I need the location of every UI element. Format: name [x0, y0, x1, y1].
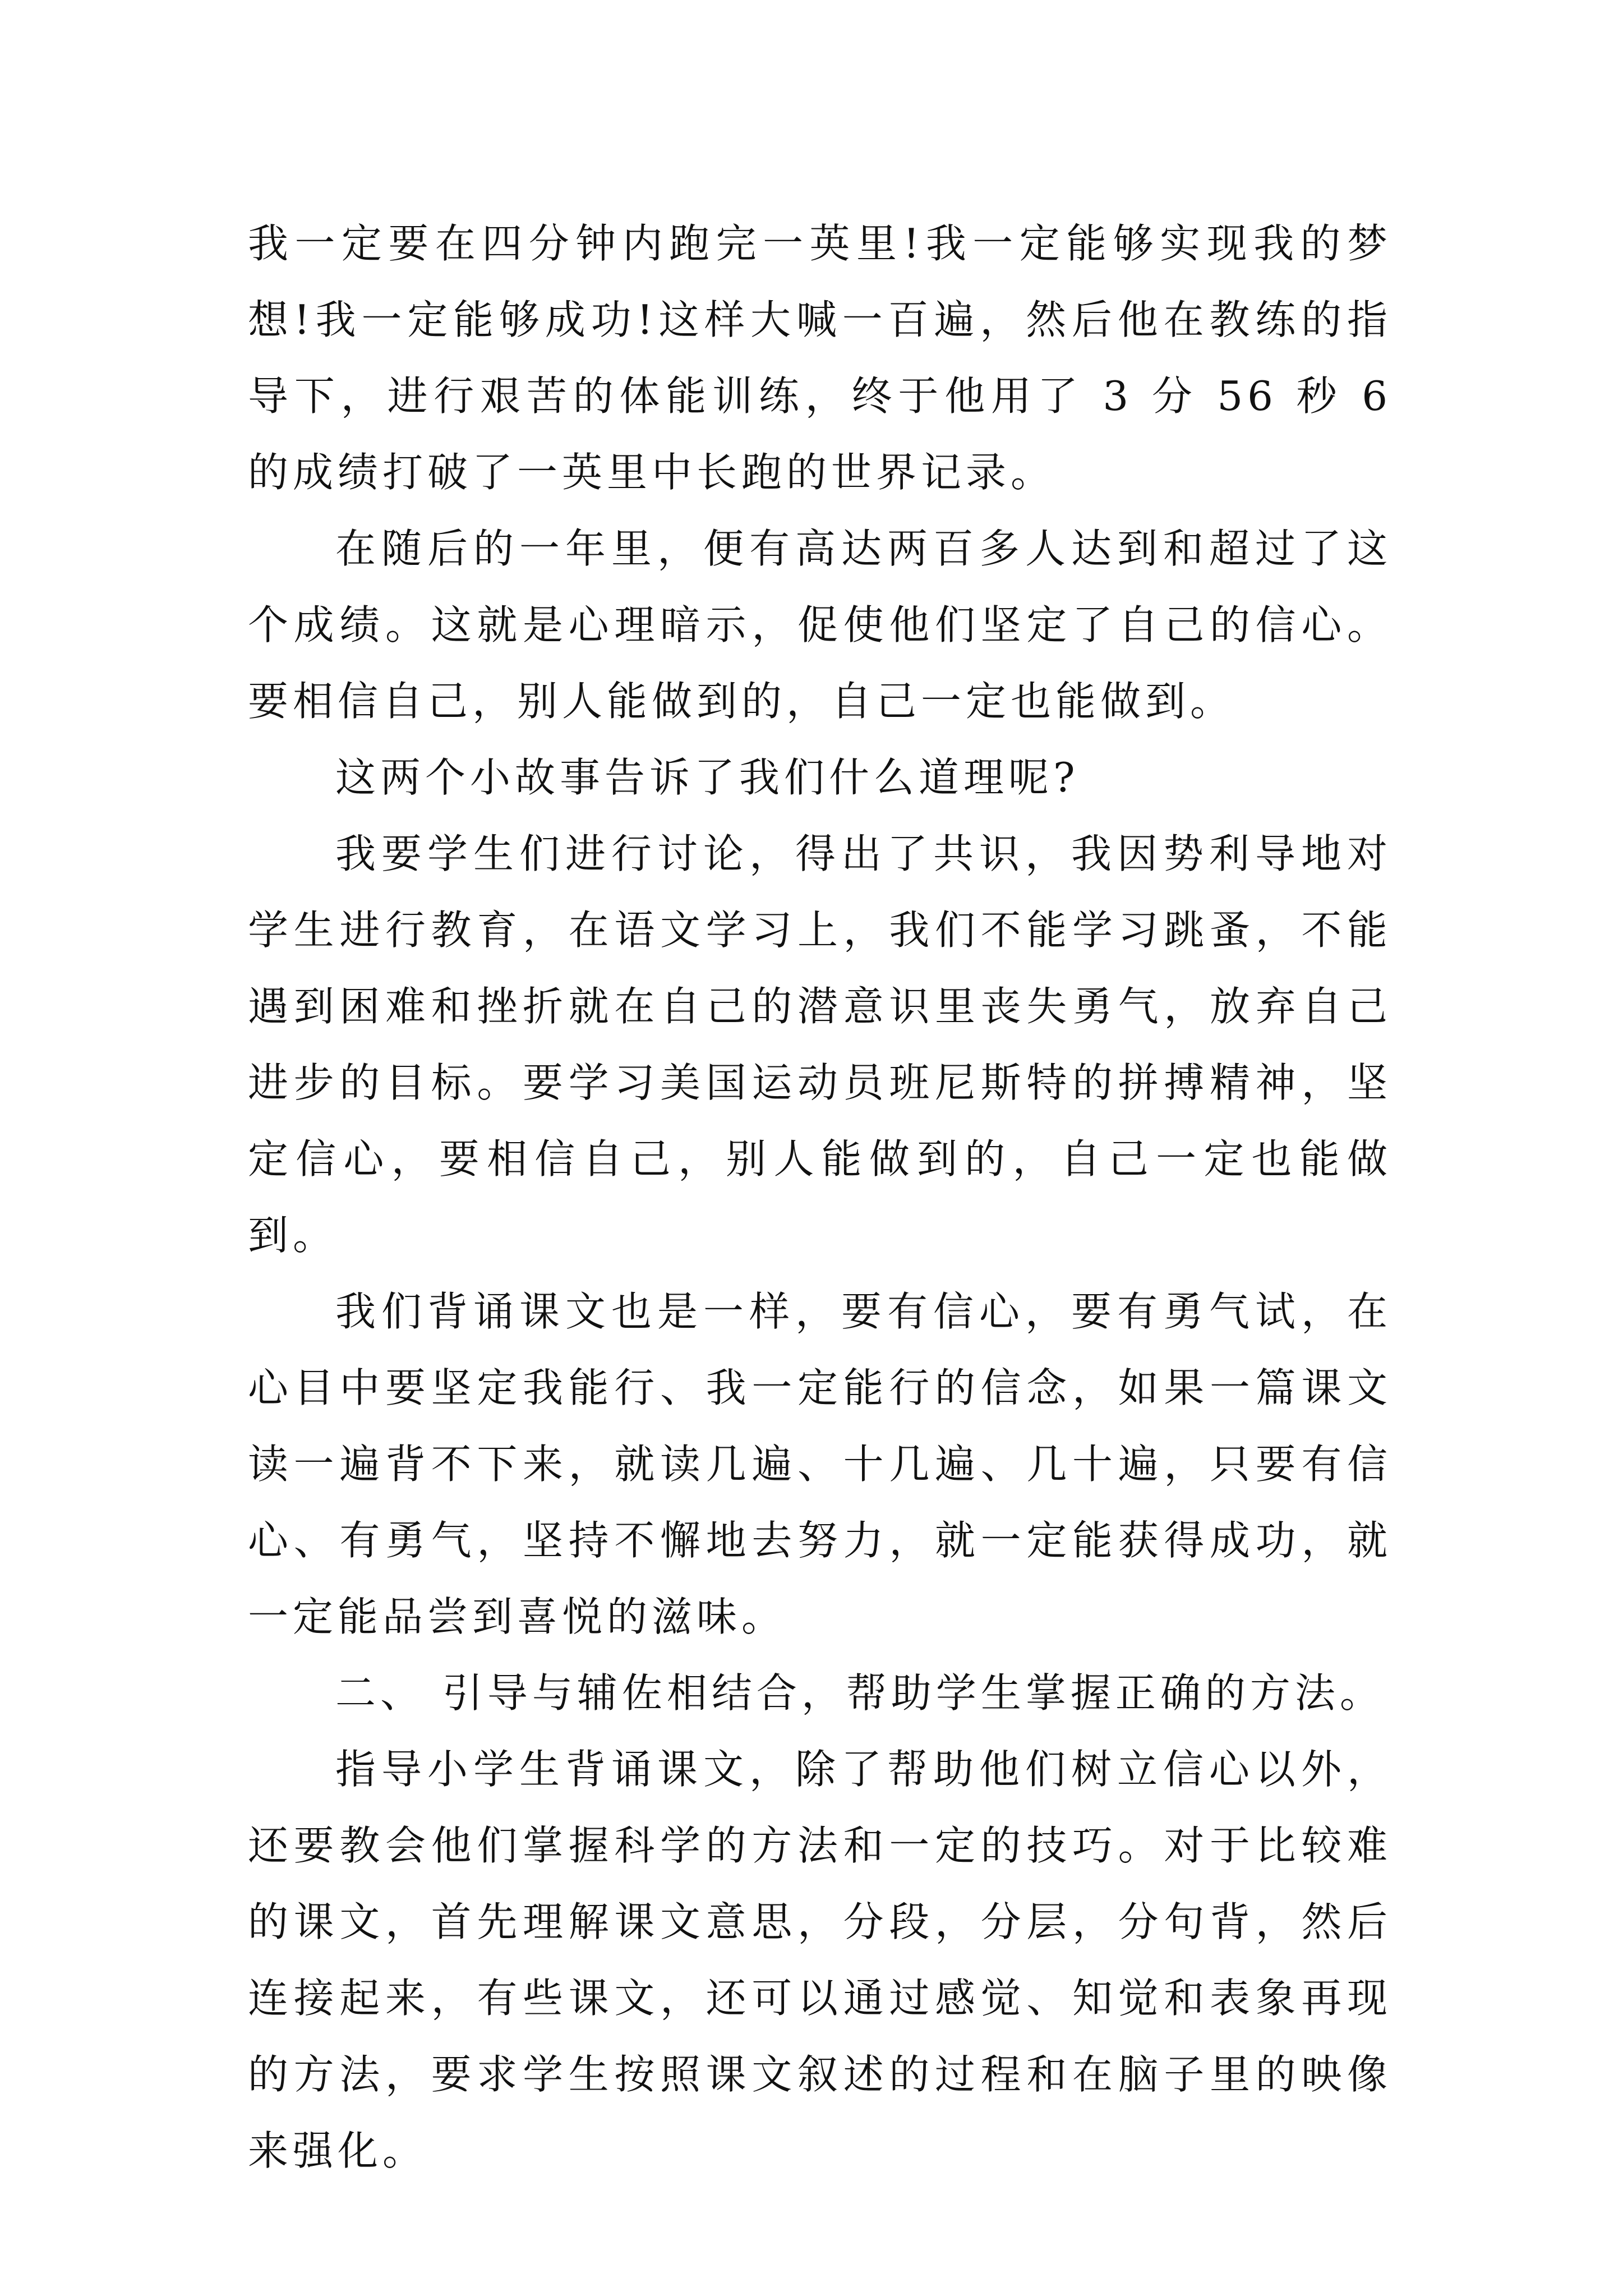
section-heading: 二、 引导与辅佐相结合，帮助学生掌握正确的方法。 [335, 1669, 1385, 1717]
paragraph: 我一定要在四分钟内跑完一英里!我一定能够实现我的梦想!我一定能够成功!这样大喊一百遍，然后他在教练的指导下，进行艰苦的体能训练，终于他用了 3 分 56 秒 6 的成绩打破了一英里中长跑的世界记录。 [248, 220, 1392, 496]
paragraph: 我要学生们进行讨论，得出了共识，我因势利导地对学生进行教育，在语文学习上，我们不能学习跳蚤，不能遇到困难和挫折就在自己的潜意识里丧失勇气，放弃自己进步的目标。要学习美国运动员班尼斯特的拼搏精神，坚定信心，要相信自己，别人能做到的，自己一定也能做到。 [248, 830, 1392, 1259]
paragraph: 在随后的一年里，便有高达两百多人达到和超过了这个成绩。这就是心理暗示，促使他们坚定了自己的信心。要相信自己，别人能做到的，自己一定也能做到。 [248, 525, 1392, 725]
paragraph: 我们背诵课文也是一样，要有信心，要有勇气试，在心目中要坚定我能行、我一定能行的信念，如果一篇课文读一遍背不下来，就读几遍、十几遍、几十遍，只要有信心、有勇气，坚持不懈地去努力，就一定能获得成功，就一定能品尝到喜悦的滋味。 [248, 1288, 1392, 1640]
paragraph: 这两个小故事告诉了我们什么道理呢? [335, 754, 1080, 801]
body-text [248, 205, 1392, 2189]
paragraph: 指导小学生背诵课文，除了帮助他们树立信心以外，还要教会他们掌握科学的方法和一定的技巧。对于比较难的课文，首先理解课文意思，分段，分层，分句背，然后连接起来，有些课文，还可以通过感觉、知觉和表象再现的方法，要求学生按照课文叙述的过程和在脑子里的映像来强化。 [248, 1746, 1392, 2174]
